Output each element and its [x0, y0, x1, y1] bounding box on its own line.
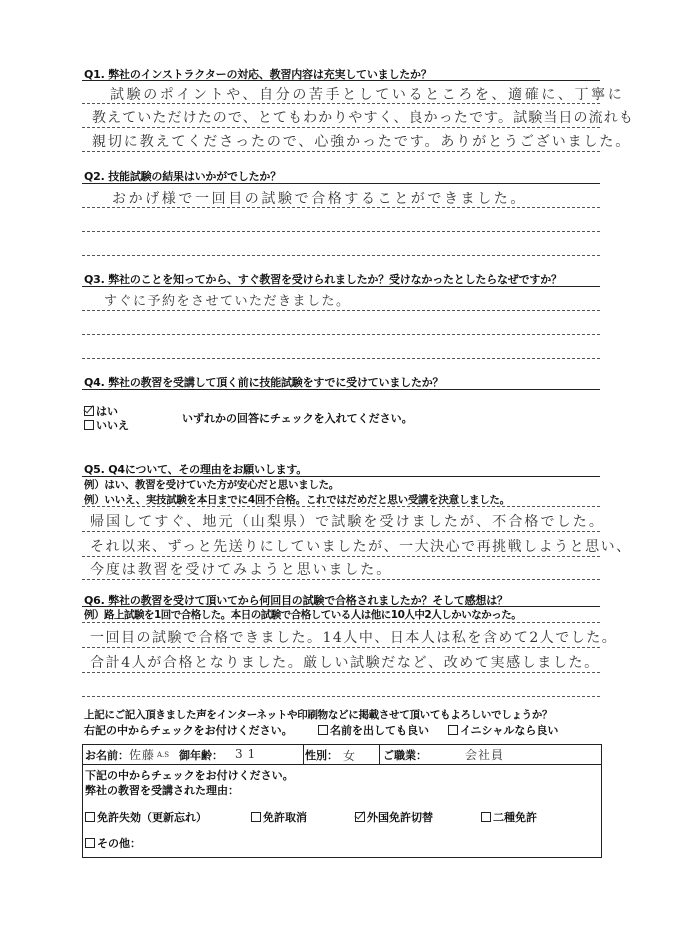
q4-question: Q4. 弊社の教習を受講して頂く前に技能試験をすでに受けていましたか？ — [84, 376, 444, 389]
reason-foreign[interactable] — [355, 809, 433, 825]
gender-label: 性別： — [305, 749, 338, 762]
q1-answer-line2: 教えていただけたので、とてもわかりやすく、良かったです。試験当日の流れも — [92, 110, 634, 126]
reason-other[interactable] — [85, 835, 141, 851]
q1-line2 — [82, 127, 600, 128]
reason-class2[interactable] — [481, 809, 537, 825]
job-value: 会社員 — [465, 748, 505, 762]
q4-no-label: いいえ — [96, 419, 129, 432]
q5-answer-line3: 今度は教習を受けてみようと思いました。 — [90, 562, 393, 578]
reason-expired-checkbox[interactable] — [85, 812, 95, 822]
q2-line3 — [82, 255, 600, 256]
q5-line2 — [82, 556, 600, 557]
age-value: 31 — [235, 747, 261, 761]
q5-line1 — [82, 531, 600, 532]
q1-question: Q1. 弊社のインストラクターの対応、教習内容は充実していましたか？ — [84, 68, 432, 81]
q2-line1 — [82, 207, 600, 208]
reason-expired[interactable] — [85, 809, 207, 825]
job-label: ご職業： — [383, 749, 427, 762]
q4-instruction: いずれかの回答にチェックを入れてください。 — [182, 412, 413, 425]
reason-intro-1: 下記の中からチェックをお付けください。 — [85, 769, 294, 782]
q6-question: Q6. 弊社の教習を受けて頂いてから何回目の試験で合格されましたか？そして感想は？ — [84, 594, 508, 607]
q3-line1 — [82, 310, 600, 311]
consent-name-checkbox[interactable] — [318, 725, 328, 735]
q6-line1 — [82, 647, 600, 648]
q6-line0 — [82, 622, 600, 623]
consent-option-initial[interactable] — [448, 722, 558, 738]
age-label: 御年齢： — [179, 749, 223, 762]
q1-line3 — [82, 151, 600, 152]
reason-intro-2: 弊社の教習を受講された理由： — [85, 784, 239, 797]
form-col-divider-2 — [379, 745, 380, 764]
name-suffix: A.S — [157, 751, 170, 759]
q5-question: Q5. Q4について、その理由をお願いします。 — [84, 463, 308, 476]
name-value: 佐藤 — [129, 748, 156, 762]
q6-line2 — [82, 672, 600, 673]
q2-rule — [82, 183, 600, 184]
q4-yes-checkbox[interactable] — [84, 406, 94, 416]
reason-revoked-label: 免許取消 — [263, 811, 307, 824]
reason-other-label: その他： — [97, 837, 141, 850]
q1-answer-line1: 試験のポイントや、自分の苦手としているところを、適確に、丁寧に — [110, 87, 625, 103]
q3-question: Q3. 弊社のことを知ってから、すぐ教習を受けられましたか？受けなかったとしたらなぜですか？ — [84, 273, 562, 286]
q6-example: 例）路上試験を1回で合格した。本日の試験で合格している人は他に10人中2人しかいなかった。 — [84, 609, 522, 621]
q1-rule — [82, 80, 600, 81]
q2-answer-line1: おかげ様で一回目の試験で合格することができました。 — [112, 191, 527, 207]
q2-question: Q2. 技能試験の結果はいかがでしたか？ — [84, 170, 282, 183]
q1-line1 — [82, 103, 600, 104]
gender-value: 女 — [343, 749, 357, 763]
consent-option-name[interactable] — [318, 722, 429, 738]
q4-no-checkbox[interactable] — [84, 420, 94, 430]
reason-foreign-checkbox[interactable] — [355, 812, 365, 822]
consent-line1: 上記にご記入頂きました声をインターネットや印刷物などに掲載させて頂いてもよろしいでしょうか？ — [84, 709, 553, 721]
reason-revoked-checkbox[interactable] — [251, 812, 261, 822]
consent-initial-label: イニシャルなら良い — [460, 724, 559, 737]
consent-line2: 右記の中からチェックをお付けください。 — [84, 724, 293, 737]
reason-foreign-label: 外国免許切替 — [367, 811, 433, 824]
q3-line3 — [82, 358, 600, 359]
form-row-divider — [83, 764, 601, 765]
reason-class2-label: 二種免許 — [493, 811, 537, 824]
q4-option-no[interactable] — [84, 417, 129, 433]
form-col-divider-1 — [303, 745, 304, 764]
q6-answer-line1: 一回目の試験で合格できました。14人中、日本人は私を含めて2人でした。 — [90, 630, 618, 646]
q5-answer-line1: 帰国してすぐ、地元（山梨県）で試験を受けましたが、不合格でした。 — [90, 514, 605, 530]
q4-rule — [82, 389, 600, 390]
q4-yes-label: はい — [96, 405, 118, 418]
q6-answer-line2: 合計4人が合格となりました。厳しい試験だなど、改めて実感しました。 — [90, 655, 600, 671]
q5-line0 — [82, 506, 600, 507]
q5-example1: 例）はい、教習を受けていた方が安心だと思いました。 — [84, 479, 339, 491]
reason-revoked[interactable] — [251, 809, 307, 825]
q5-answer-line2: それ以来、ずっと先送りにしていましたが、一大決心で再挑戦しようと思い、 — [90, 539, 632, 555]
q2-line2 — [82, 231, 600, 232]
q3-answer-line1: すぐに予約をさせていただきました。 — [104, 294, 351, 309]
q3-line2 — [82, 334, 600, 335]
q5-line3 — [82, 579, 600, 580]
reason-expired-label: 免許失効（更新忘れ） — [97, 811, 207, 824]
q3-rule — [82, 286, 600, 287]
q6-line3 — [82, 696, 600, 697]
consent-name-label: 名前を出しても良い — [330, 724, 429, 737]
reason-class2-checkbox[interactable] — [481, 812, 491, 822]
reason-other-checkbox[interactable] — [85, 838, 95, 848]
name-label: お名前： — [85, 749, 129, 762]
consent-initial-checkbox[interactable] — [448, 725, 458, 735]
q1-answer-line3: 親切に教えてくださったので、心強かったです。ありがとうございました。 — [92, 134, 632, 150]
q5-example2: 例）いいえ、実技試験を本日までに4回不合格。これではだめだと思い受講を決意しました。 — [84, 494, 510, 506]
applicant-form-table — [82, 744, 602, 858]
